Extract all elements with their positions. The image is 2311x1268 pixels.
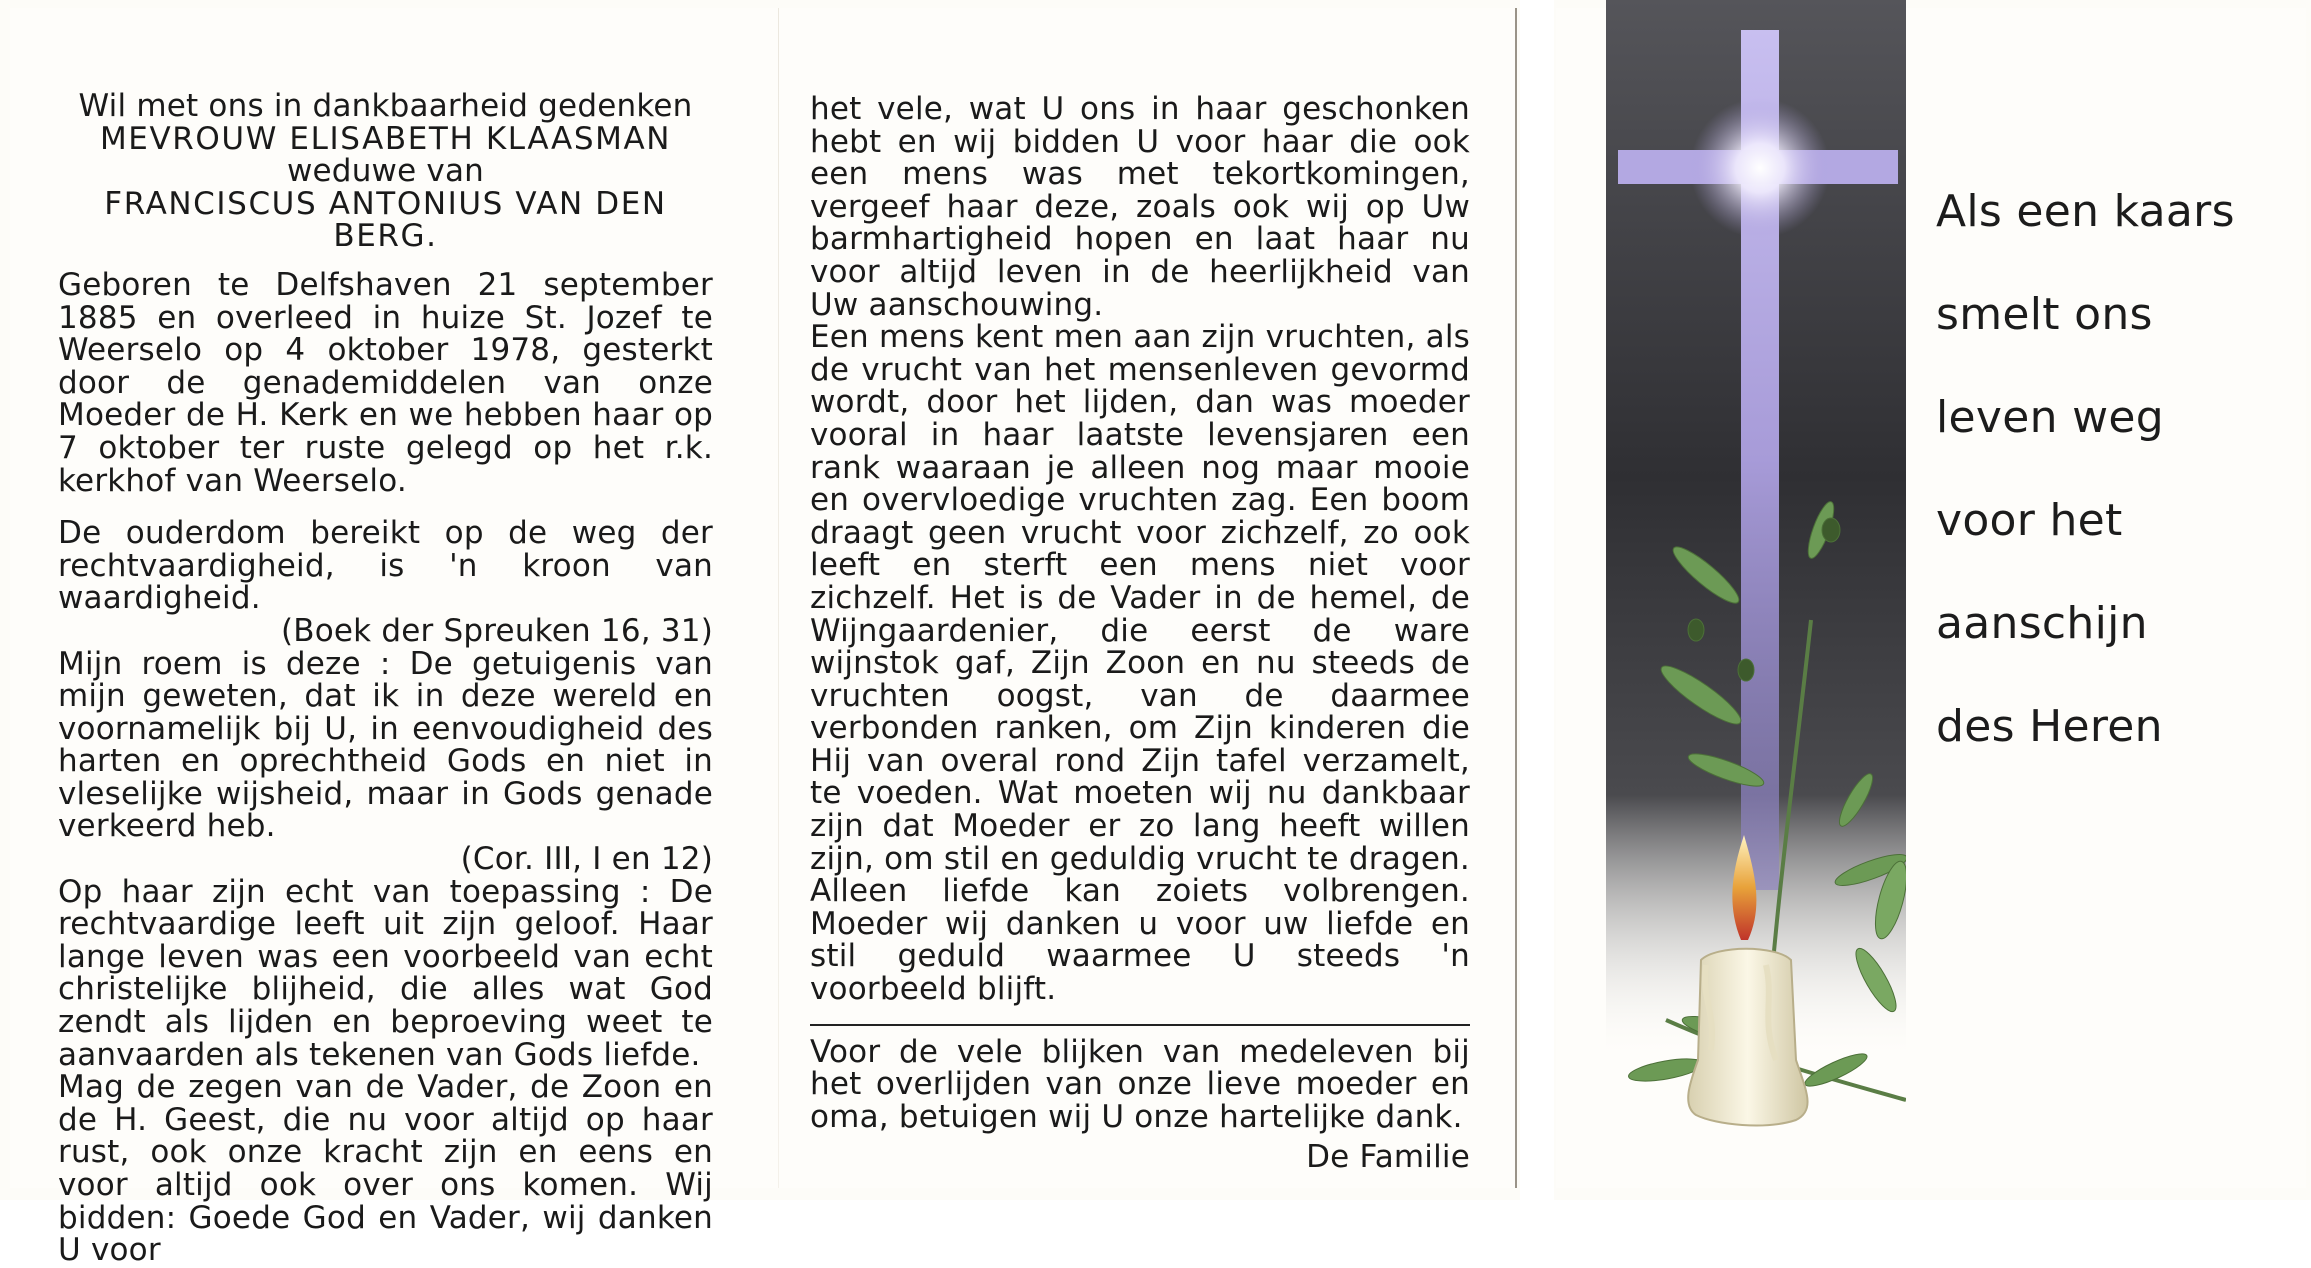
bio-paragraph: Geboren te Delfshaven 21 september 1885 en overleed in huize St. Jozef te Weerselo op 4 oktober 1978, gesterkt door de genademiddelen van onze Moeder de H. Kerk en we hebben haar op 7 oktober ter ruste gelegd op het r.k. kerkhof van Weerselo. (58, 266, 713, 499)
poem-block (1936, 160, 2276, 778)
gutter (1520, 0, 1554, 1200)
intro-line: Wil met ons in dankbaarheid gedenken (78, 88, 693, 124)
relation-line: weduwe van (286, 153, 485, 190)
divider-rule (810, 1024, 1470, 1026)
right-text-column (810, 93, 1470, 1174)
fruits-paragraph: Een mens kent men aan zijn vruchten, als de vrucht van het mensenleven gevormd wordt, door het lijden, dan was moeder vooral in haar laatste levensjaren een rank waaraan je alleen nog maar mooie en overvloedige vruchten zag. Een boom draagt geen vrucht voor zichzelf, zo ook leeft en sterft een mens niet voor zichzelf. Het is de Vader in de hemel, de Wijngaardenier, die eerst de ware wijnstok gaf, Zijn Zoon en nu steeds de vruchten oogst, van de daarmee verbonden ranken, om Zijn kinderen die Hij van overal rond Zijn tafel verzamelt, te voeden. Wat moeten wij nu dankbaar zijn dat Moeder er zo lang heeft willen zijn, om stil en geduldig vrucht te dragen. Alleen liefde kan zoiets volbrengen. Moeder wij danken u voor uw liefde en stil geduld waarmee U steeds 'n voorbeeld blijft. (810, 319, 1470, 1008)
proverb-reference: (Boek der Spreuken 16, 31) (280, 612, 713, 649)
cross-candle-illustration (1606, 0, 1906, 1200)
glory-reference: (Cor. III, I en 12) (460, 841, 713, 878)
poem-line-3: leven weg (1936, 392, 2164, 443)
left-text-column (58, 90, 713, 1267)
center-fold (778, 8, 779, 1188)
prayer-paragraph: het vele, wat U ons in haar geschonken hebt en wij bidden U voor haar die ook een mens was met tekortkomingen, vergeef haar deze, zoals ook wij op Uw barmhartigheid hopen en laat haar nu voor altijd leven in de heerlijkheid van Uw aanschouwing. (810, 91, 1470, 323)
blessing-paragraph: Mag de zegen van de Vader, de Zoon en de H. Geest, die nu voor altijd op haar rust, ook onze kracht zijn en eens en voor altijd ook over ons komen. Wij bidden: Goede God en Vader, wij danken U voor (58, 1069, 713, 1268)
cross-glow (1690, 98, 1830, 238)
glory-quote: Mijn roem is deze : De getuigenis van mijn geweten, dat ik in deze wereld en voornamelijk bij U, in eenvoudigheid des harten en oprechtheid Gods en niet in vleselijke wijsheid, maar in Gods genade verkeerd heb. (58, 645, 713, 845)
proverb-quote: De ouderdom bereikt op de weg der rechtvaardigheid, is 'n kroon van waardigheid. (58, 515, 713, 617)
poem-line-2: smelt ons (1936, 289, 2153, 340)
poem-line-4: voor het (1936, 495, 2123, 546)
poem-line-6: des Heren (1936, 701, 2163, 752)
spouse-name: FRANCISCUS ANTONIUS VAN DEN BERG. (104, 185, 667, 255)
poem-line-5: aanschijn (1936, 598, 2148, 649)
righteous-paragraph: Op haar zijn echt van toepassing : De rechtvaardige leeft uit zijn geloof. Haar lange leven was een voorbeeld van echt christelijke blijheid, die alles wat God zendt als lijden en beproeving weet te aanvaarden als tekenen van Gods liefde. (58, 873, 713, 1073)
poem-line-1: Als een kaars (1936, 186, 2235, 237)
deceased-name: MEVROUW ELISABETH KLAASMAN (99, 120, 672, 157)
family-signature: De Familie (1306, 1139, 1470, 1176)
thanks-paragraph: Voor de vele blijken van medeleven bij het overlijden van onze lieve moeder en oma, betuigen wij U onze hartelijke dank. (810, 1033, 1470, 1135)
